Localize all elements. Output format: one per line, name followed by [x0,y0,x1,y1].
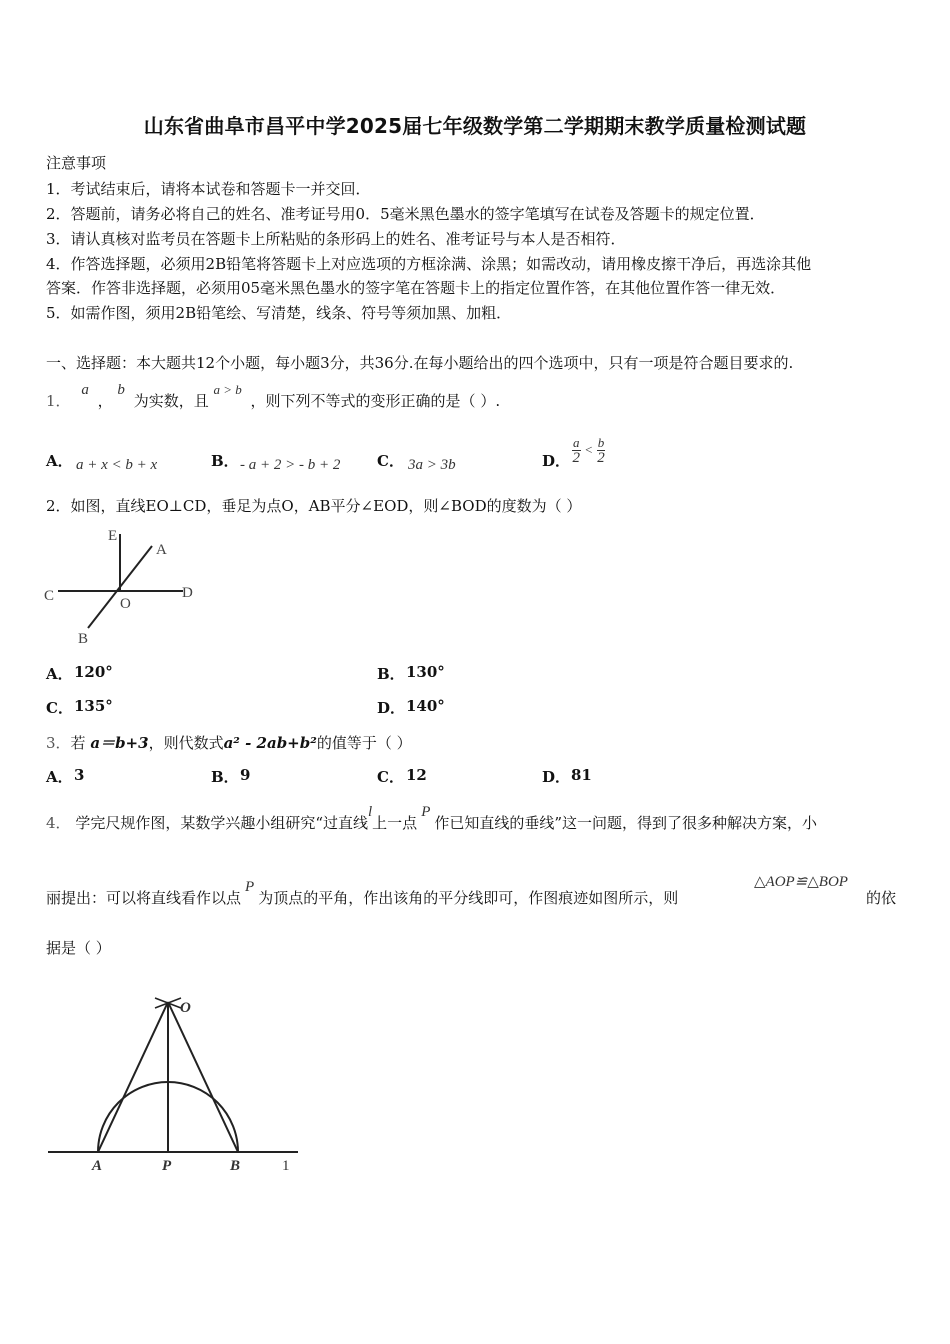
option-value: 3 [74,766,85,784]
comma: ， [97,392,113,410]
figure-perpendicular-construction [40,990,310,1180]
option-expr: a + x < b + x [76,457,158,473]
line-ao [98,1002,168,1152]
math-a: a [81,382,89,398]
question-1 [46,382,501,411]
math-p: P [245,879,255,895]
q4-text1: 学完尺规作图，某数学兴趣小组研究“过直线 [75,814,368,832]
label-d: D [182,585,193,601]
question-number: 1． [46,392,71,410]
line-bo [168,1002,238,1152]
math-condition: a > b [213,382,242,397]
option-expr: - a + 2 > - b + 2 [240,457,341,473]
section-heading: 一、选择题：本大题共12个小题，每小题3分，共36分.在每小题给出的四个选项中，只有一项是符合题目要求的. [46,354,794,372]
notice-item: 3．请认真核对监考员在答题卡上所粘贴的条形码上的姓名、准考证号与本人是否相符． [46,230,626,248]
option-label: D． [542,452,571,470]
less-than-sign: < [584,441,594,457]
option-expr: 3a > 3b [408,457,456,473]
q3-text3: 的值等于（ ） [316,734,412,752]
math-b: b [117,382,125,398]
q4-text7: 据是（ ） [46,939,111,957]
option-label: A． [46,665,73,683]
option-label: D． [377,699,406,717]
option-label: C． [46,699,73,717]
question-4-line2 [46,879,679,908]
question-4-line1 [46,804,818,833]
fraction-denominator: 2 [572,450,580,466]
option-label: A． [46,768,73,786]
label-l: 1 [282,1158,290,1174]
option-value: 120° [74,663,113,681]
label-a: A [156,542,167,558]
option-label: D． [542,768,571,786]
option-label: B． [211,768,239,786]
option-label: C． [377,452,404,470]
notice-item: 答案．作答非选择题，必须用05毫米黑色墨水的签字笔在答题卡上的指定位置作答，在其他位置作答一律无效． [46,279,786,297]
fraction-numerator: b [597,435,605,450]
label-a: A [92,1158,103,1174]
q4-text2: 上一点 [372,814,418,832]
label-b: B [230,1158,241,1174]
question-3 [46,732,412,753]
label-c: C [44,588,55,604]
figure-angle-bisector [40,520,210,650]
option-label: A． [46,452,73,470]
question-number: 3． [46,734,71,752]
option-value: 140° [406,697,445,715]
option-value: 135° [74,697,113,715]
question-2: 2．如图，直线EO⊥CD，垂足为点O，AB平分∠EOD，则∠BOD的度数为（ ） [46,497,582,515]
notice-item: 4．作答选择题，必须用2B铅笔将答题卡上对应选项的方框涂满、涂黑；如需改动，请用橡皮擦干净后，再选涂其他 [46,255,812,273]
notice-item: 2．答题前，请务必将自己的姓名、准考证号用0．5毫米黑色墨水的签字笔填写在试卷及答题卡的规定位置． [46,205,765,223]
q3-text1: 若 [70,734,86,752]
q1-text1: 为实数，且 [133,392,209,410]
option-label: B． [377,665,405,683]
notice-item: 5．如需作图，须用2B铅笔绘、写清楚，线条、符号等须加黑、加粗． [46,304,512,322]
math-p: P [421,804,431,820]
option-label: B． [211,452,239,470]
q1-text2: ，则下列不等式的变形正确的是（ ）. [250,392,501,410]
question-number: 4． [46,814,71,832]
notice-item: 1．考试结束后，请将本试卷和答题卡一并交回． [46,180,371,198]
option-value: 12 [406,766,427,784]
q4-text4: 丽提出：可以将直线看作以点 [46,889,242,907]
math-l: l [368,804,373,820]
label-o: O [120,596,131,612]
option-value: 9 [240,766,251,784]
fraction-denominator: 2 [597,450,605,466]
label-o: O [180,1000,191,1016]
math-congruence: △AOP≌△BOP [754,874,848,890]
option-value: 130° [406,663,445,681]
option-value: 81 [571,766,592,784]
label-b: B [78,631,89,647]
fraction-numerator: a [573,435,580,450]
q4-text6: 的依 [866,889,897,907]
option-expr-fraction [572,436,605,465]
q3-text2: ，则代数式 [148,734,224,752]
notice-heading: 注意事项 [46,154,107,172]
label-p: P [162,1158,172,1174]
math-expr2: a² - 2ab+b² [223,734,317,752]
math-expr1: a＝b+3 [90,734,149,752]
q4-text5: 为顶点的平角，作出该角的平分线即可，作图痕迹如图所示，则 [258,889,679,907]
option-label: C． [377,768,404,786]
page-title: 山东省曲阜市昌平中学2025届七年级数学第二学期期末教学质量检测试题 [143,114,807,138]
label-e: E [108,528,118,544]
q4-text3: 作已知直线的垂线”这一问题，得到了很多种解决方案，小 [434,814,818,832]
